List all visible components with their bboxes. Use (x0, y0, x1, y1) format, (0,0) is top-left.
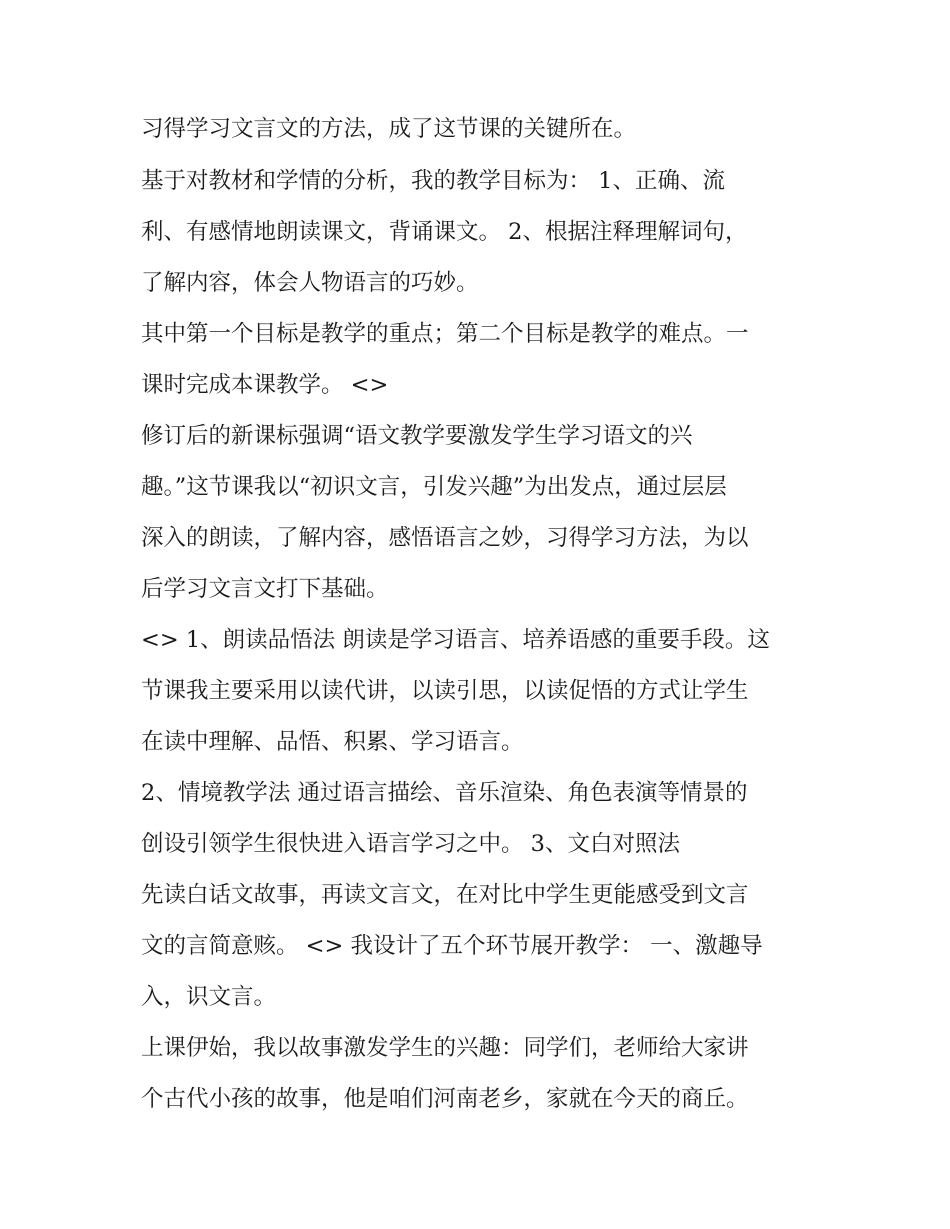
text-line: 趣。”这节课我以“初识文言，引发兴趣”为出发点，通过层层 (141, 474, 727, 500)
text-line: 先读白话文故事，再读文言文，在对比中学生更能感受到文言 (141, 882, 749, 908)
text-line: 其中第一个目标是教学的重点；第二个目标是教学的难点。一 (141, 321, 749, 347)
text-line: <> 1、朗读品悟法 朗读是学习语言、培养语感的重要手段。这 (141, 627, 770, 653)
text-line: 节课我主要采用以读代讲，以读引思，以读促悟的方式让学生 (141, 678, 749, 704)
text-line: 文的言简意赅。 <> 我设计了五个环节展开教学： 一、激趣导 (141, 933, 763, 959)
text-line: 创设引领学生很快进入语言学习之中。 3、文白对照法 (141, 831, 680, 857)
text-line: 深入的朗读，了解内容，感悟语言之妙，习得学习方法，为以 (141, 525, 749, 551)
text-line: 课时完成本课教学。 <> (141, 372, 389, 398)
text-line: 修订后的新课标强调“语文教学要激发学生学习语文的兴 (141, 423, 693, 449)
text-line: 利、有感情地朗读课文，背诵课文。 2、根据注释理解词句， (141, 219, 748, 245)
text-line: 后学习文言文打下基础。 (141, 576, 389, 602)
text-line: 入，识文言。 (141, 984, 277, 1010)
text-line: 基于对教材和学情的分析，我的教学目标为： 1、正确、流 (141, 168, 725, 194)
text-line: 上课伊始，我以故事激发学生的兴趣：同学们，老师给大家讲 (141, 1035, 749, 1061)
text-line: 习得学习文言文的方法，成了这节课的关键所在。 (141, 116, 637, 142)
text-line: 在读中理解、品悟、积累、学习语言。 (141, 729, 524, 755)
text-line: 个古代小孩的故事，他是咱们河南老乡，家就在今天的商丘。 (141, 1086, 749, 1112)
text-line: 2、情境教学法 通过语言描绘、音乐渲染、角色表演等情景的 (141, 780, 748, 806)
text-line: 了解内容，体会人物语言的巧妙。 (141, 270, 479, 296)
